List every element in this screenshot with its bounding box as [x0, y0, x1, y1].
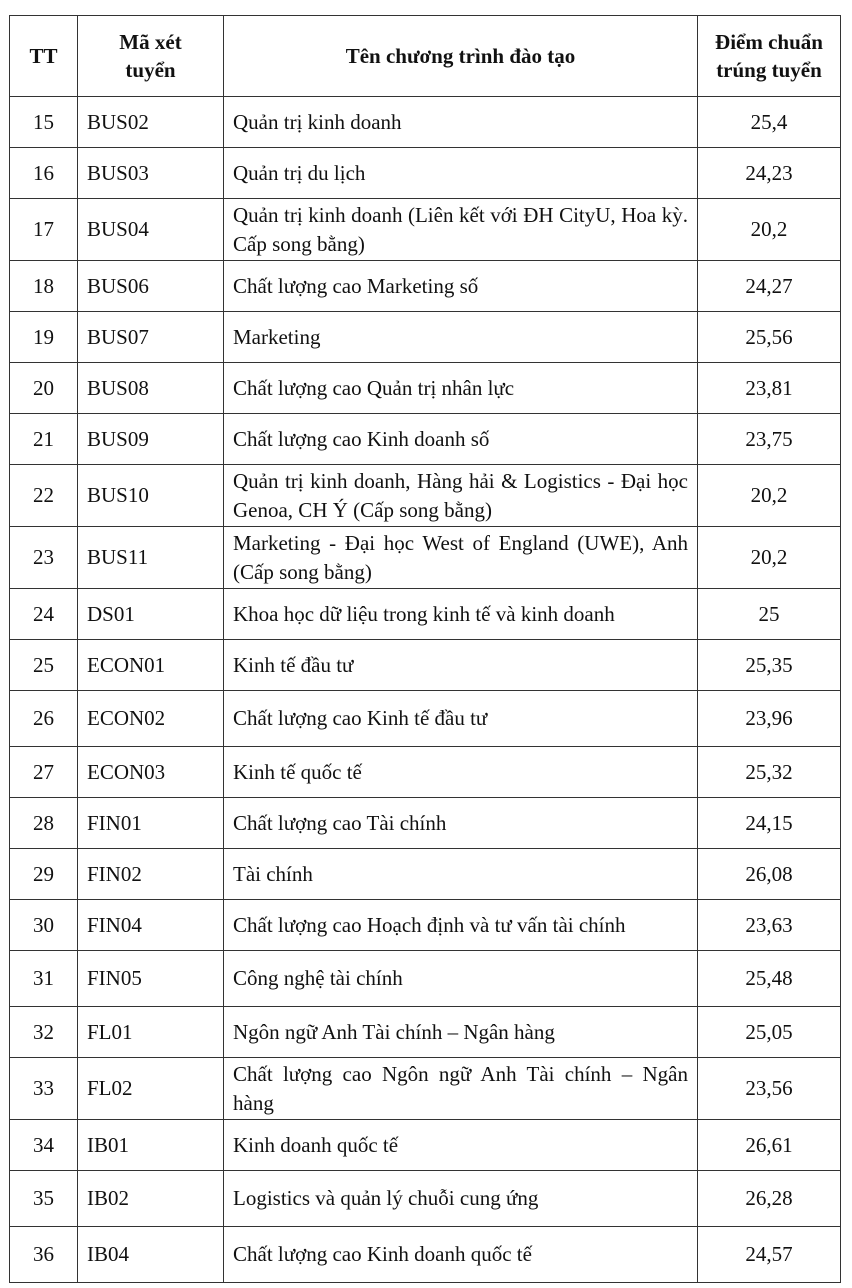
- row-program-name: Quản trị du lịch: [224, 148, 698, 199]
- row-code: BUS04: [78, 199, 224, 261]
- row-score: 25,56: [698, 312, 841, 363]
- row-tt: 16: [10, 148, 78, 199]
- row-code: BUS08: [78, 363, 224, 414]
- row-score: 26,61: [698, 1120, 841, 1171]
- row-program-name: Marketing: [224, 312, 698, 363]
- row-tt: 31: [10, 951, 78, 1007]
- row-program-name: Tài chính: [224, 849, 698, 900]
- row-tt: 25: [10, 640, 78, 691]
- table-row: [10, 312, 841, 363]
- row-program-name: Logistics và quản lý chuỗi cung ứng: [224, 1171, 698, 1227]
- table-row: [10, 414, 841, 465]
- table-row: [10, 849, 841, 900]
- row-code: BUS09: [78, 414, 224, 465]
- row-score: 24,27: [698, 261, 841, 312]
- row-tt: 18: [10, 261, 78, 312]
- row-tt: 22: [10, 465, 78, 527]
- row-code: BUS11: [78, 527, 224, 589]
- row-program-name: Quản trị kinh doanh: [224, 97, 698, 148]
- row-score: 20,2: [698, 465, 841, 527]
- table-row: [10, 798, 841, 849]
- row-code: ECON01: [78, 640, 224, 691]
- row-code: BUS03: [78, 148, 224, 199]
- row-score: 23,96: [698, 691, 841, 747]
- row-code: ECON03: [78, 747, 224, 798]
- row-program-name: Kinh tế đầu tư: [224, 640, 698, 691]
- row-tt: 27: [10, 747, 78, 798]
- row-program-name: Quản trị kinh doanh (Liên kết với ĐH CityU, Hoa kỳ. Cấp song bằng): [224, 199, 698, 261]
- row-code: BUS06: [78, 261, 224, 312]
- row-program-name: Chất lượng cao Marketing số: [224, 261, 698, 312]
- row-code: BUS10: [78, 465, 224, 527]
- row-tt: 29: [10, 849, 78, 900]
- row-tt: 33: [10, 1058, 78, 1120]
- row-program-name: Ngôn ngữ Anh Tài chính – Ngân hàng: [224, 1007, 698, 1058]
- row-tt: 17: [10, 199, 78, 261]
- row-score: 25,48: [698, 951, 841, 1007]
- row-code: FL01: [78, 1007, 224, 1058]
- row-code: ECON02: [78, 691, 224, 747]
- row-tt: 35: [10, 1171, 78, 1227]
- header-row: [10, 16, 841, 97]
- table-row: [10, 747, 841, 798]
- row-program-name: Kinh doanh quốc tế: [224, 1120, 698, 1171]
- row-program-name: Chất lượng cao Hoạch định và tư vấn tài chính: [224, 900, 698, 951]
- row-tt: 21: [10, 414, 78, 465]
- table-row: [10, 1058, 841, 1120]
- row-score: 20,2: [698, 199, 841, 261]
- row-tt: 24: [10, 589, 78, 640]
- row-score: 25,35: [698, 640, 841, 691]
- row-code: FIN02: [78, 849, 224, 900]
- row-code: IB04: [78, 1227, 224, 1283]
- header-code: Mã xét tuyển: [78, 16, 224, 97]
- table-row: [10, 1120, 841, 1171]
- row-score: 26,28: [698, 1171, 841, 1227]
- row-score: 23,63: [698, 900, 841, 951]
- row-program-name: Marketing - Đại học West of England (UWE), Anh (Cấp song bằng): [224, 527, 698, 589]
- row-score: 24,15: [698, 798, 841, 849]
- row-score: 25,32: [698, 747, 841, 798]
- row-tt: 19: [10, 312, 78, 363]
- row-code: DS01: [78, 589, 224, 640]
- table-row: [10, 1171, 841, 1227]
- row-program-name: Chất lượng cao Tài chính: [224, 798, 698, 849]
- table-row: [10, 261, 841, 312]
- row-code: BUS02: [78, 97, 224, 148]
- row-program-name: Khoa học dữ liệu trong kinh tế và kinh doanh: [224, 589, 698, 640]
- row-score: 23,81: [698, 363, 841, 414]
- row-score: 24,57: [698, 1227, 841, 1283]
- row-tt: 32: [10, 1007, 78, 1058]
- admission-score-table: [9, 15, 841, 1283]
- table-row: [10, 951, 841, 1007]
- table-row: [10, 640, 841, 691]
- row-score: 26,08: [698, 849, 841, 900]
- row-tt: 23: [10, 527, 78, 589]
- row-code: FIN04: [78, 900, 224, 951]
- table-row: [10, 148, 841, 199]
- row-tt: 36: [10, 1227, 78, 1283]
- row-code: IB02: [78, 1171, 224, 1227]
- row-tt: 28: [10, 798, 78, 849]
- row-program-name: Công nghệ tài chính: [224, 951, 698, 1007]
- table-row: [10, 1227, 841, 1283]
- row-program-name: Kinh tế quốc tế: [224, 747, 698, 798]
- row-code: BUS07: [78, 312, 224, 363]
- row-score: 23,56: [698, 1058, 841, 1120]
- row-tt: 30: [10, 900, 78, 951]
- table-row: [10, 589, 841, 640]
- row-score: 25,05: [698, 1007, 841, 1058]
- row-program-name: Chất lượng cao Ngôn ngữ Anh Tài chính – Ngân hàng: [224, 1058, 698, 1120]
- table-row: [10, 97, 841, 148]
- row-score: 23,75: [698, 414, 841, 465]
- row-score: 25,4: [698, 97, 841, 148]
- row-tt: 20: [10, 363, 78, 414]
- table-row: [10, 527, 841, 589]
- row-program-name: Quản trị kinh doanh, Hàng hải & Logistics - Đại học Genoa, CH Ý (Cấp song bằng): [224, 465, 698, 527]
- table-row: [10, 363, 841, 414]
- header-tt: TT: [10, 16, 78, 97]
- row-program-name: Chất lượng cao Kinh doanh số: [224, 414, 698, 465]
- header-program-name: Tên chương trình đào tạo: [224, 16, 698, 97]
- row-program-name: Chất lượng cao Kinh tế đầu tư: [224, 691, 698, 747]
- row-code: FIN01: [78, 798, 224, 849]
- table-row: [10, 900, 841, 951]
- row-program-name: Chất lượng cao Kinh doanh quốc tế: [224, 1227, 698, 1283]
- table-row: [10, 691, 841, 747]
- row-score: 20,2: [698, 527, 841, 589]
- row-score: 25: [698, 589, 841, 640]
- table-row: [10, 465, 841, 527]
- row-score: 24,23: [698, 148, 841, 199]
- row-code: IB01: [78, 1120, 224, 1171]
- row-tt: 15: [10, 97, 78, 148]
- row-tt: 34: [10, 1120, 78, 1171]
- table-row: [10, 1007, 841, 1058]
- row-program-name: Chất lượng cao Quản trị nhân lực: [224, 363, 698, 414]
- row-code: FL02: [78, 1058, 224, 1120]
- header-score: Điểm chuẩn trúng tuyển: [698, 16, 841, 97]
- row-code: FIN05: [78, 951, 224, 1007]
- row-tt: 26: [10, 691, 78, 747]
- table-row: [10, 199, 841, 261]
